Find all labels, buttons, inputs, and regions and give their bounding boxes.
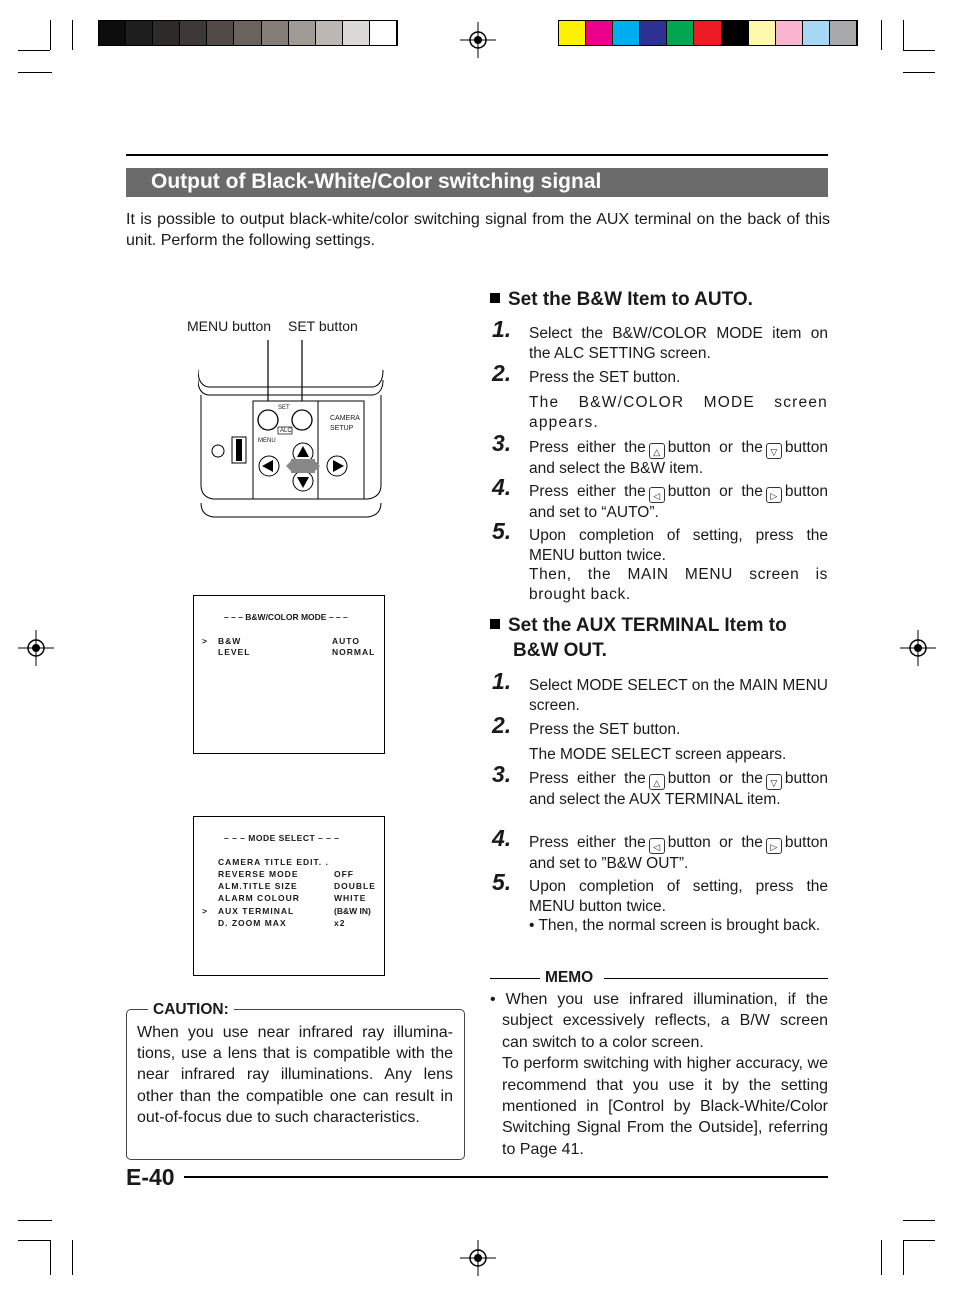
step-number: 1. xyxy=(492,668,512,694)
crop-mark xyxy=(903,20,904,50)
step-text: Upon completion of setting, press the MENU button twice. xyxy=(529,878,828,915)
left-arrow-icon: ◁ xyxy=(649,838,665,854)
cursor xyxy=(202,893,218,906)
grayscale-swatch xyxy=(370,21,397,45)
process-swatch xyxy=(586,21,613,45)
crop-mark xyxy=(903,1240,904,1275)
row-label: AUX TERMINAL xyxy=(218,906,295,916)
screen-title: – – – B&W/COLOR MODE – – – xyxy=(224,612,348,622)
screen-title: – – – MODE SELECT – – – xyxy=(224,833,340,843)
row-value: (B&W IN) xyxy=(334,906,371,916)
registration-mark-icon xyxy=(900,630,936,666)
process-swatch xyxy=(559,21,586,45)
step-text: Upon completion of setting, press the MENU button twice. xyxy=(529,527,828,564)
crop-mark xyxy=(50,20,51,50)
registration-mark-icon xyxy=(460,1240,496,1276)
cursor: > xyxy=(202,906,208,916)
crop-mark xyxy=(72,20,73,50)
row-value: OFF xyxy=(334,869,354,879)
memo-paragraph-2: To perform switching with higher accuracy, we recommend that you use it by the setting mentioned in [Control by Black-White/Color Switching Signal From the Outside], referring to Page 41. xyxy=(502,1055,828,1158)
process-swatch xyxy=(803,21,830,45)
intro-paragraph: It is possible to output black-white/color switching signal from the AUX terminal on the back of this unit. Perform the following settings. xyxy=(126,211,830,249)
step-text-post: button and set to ”B&W OUT”. xyxy=(529,834,828,872)
process-swatch xyxy=(667,21,694,45)
panel-camera-setup: CAMERA SETUP xyxy=(330,415,360,432)
step-text xyxy=(529,438,828,479)
up-arrow-icon: △ xyxy=(649,774,665,790)
step-text xyxy=(529,833,828,874)
step-text-pre: Press either the xyxy=(529,834,646,851)
row-value: AUTO xyxy=(332,636,360,646)
registration-mark-icon xyxy=(460,22,496,58)
page-number: E-40 xyxy=(126,1164,175,1190)
down-arrow-icon: ▽ xyxy=(766,443,782,459)
grayscale-swatch xyxy=(153,21,180,45)
set-button-label: SET button xyxy=(288,318,358,334)
crop-mark xyxy=(903,1220,935,1221)
step-text-pre: Press either the xyxy=(529,770,646,787)
step-extra-text: Then, the MAIN MENU screen is brought back. xyxy=(529,566,828,603)
step-text-pre: Press either the xyxy=(529,483,646,500)
registration-mark-icon xyxy=(18,630,54,666)
grayscale-color-bar xyxy=(98,20,398,46)
section-top-rule xyxy=(126,154,828,156)
step-text: Select the B&W/COLOR MODE item on the ALC SETTING screen. xyxy=(529,325,828,362)
row-value: WHITE xyxy=(334,893,367,903)
bullet-square-icon xyxy=(490,619,500,629)
row-label: B&W xyxy=(218,636,242,646)
process-swatch xyxy=(694,21,721,45)
panel-small-set: SET xyxy=(278,405,290,411)
screen-rows xyxy=(202,636,380,658)
process-swatch xyxy=(749,21,776,45)
caution-text: When you use near infrared ray illumina-tions, use a lens that is compatible with the near infrared ray illuminations. Any lens other than the compatible one can result in out-of-focus due to such characteristics. xyxy=(137,1024,453,1126)
process-swatch xyxy=(722,21,749,45)
step-number: 4. xyxy=(492,825,512,851)
panel-small-alc: ALC xyxy=(280,428,292,434)
step-text: Select MODE SELECT on the MAIN MENU screen. xyxy=(529,677,828,714)
grayscale-swatch xyxy=(316,21,343,45)
step-number: 5. xyxy=(492,518,512,544)
grayscale-swatch xyxy=(99,21,126,45)
step-text-mid: button or the xyxy=(667,834,763,851)
row-label: LEVEL xyxy=(218,647,251,657)
section1-heading xyxy=(490,287,753,313)
grayscale-swatch xyxy=(262,21,289,45)
crop-mark xyxy=(18,72,52,73)
screen-row xyxy=(202,857,380,869)
screen-row xyxy=(202,893,380,906)
step-text-post: button and select the AUX TERMINAL item. xyxy=(529,770,828,808)
row-label: ALARM COLOUR xyxy=(218,893,300,903)
step-number: 5. xyxy=(492,869,512,895)
screen-row xyxy=(202,918,380,930)
process-swatch xyxy=(613,21,640,45)
process-swatch xyxy=(640,21,667,45)
step-number: 3. xyxy=(492,430,512,456)
grayscale-swatch xyxy=(234,21,261,45)
up-arrow-icon: △ xyxy=(649,443,665,459)
right-arrow-icon: ▷ xyxy=(766,487,782,503)
process-swatch xyxy=(830,21,857,45)
row-label: CAMERA TITLE EDIT. . xyxy=(218,857,329,867)
panel-small-menu: MENU xyxy=(258,438,276,444)
bw-color-mode-screen xyxy=(193,595,385,754)
process-swatch xyxy=(776,21,803,45)
cursor xyxy=(202,869,218,881)
step-text-pre: Press either the xyxy=(529,439,646,456)
row-value: x2 xyxy=(334,918,346,928)
grayscale-swatch xyxy=(180,21,207,45)
step-text-mid: button or the xyxy=(667,770,763,787)
memo-paragraph-1: • When you use infrared illumination, if the subject excessively reflects, a B/W screen can switch to a color screen. xyxy=(490,991,828,1051)
row-label: ALM.TITLE SIZE xyxy=(218,881,298,891)
crop-mark xyxy=(903,1240,935,1241)
process-color-bar xyxy=(558,20,858,46)
memo-rule-right xyxy=(604,978,828,979)
page-title: Output of Black-White/Color switching signal xyxy=(151,170,602,193)
step-extra-text: The B&W/COLOR MODE screen appears. xyxy=(529,394,828,431)
crop-mark xyxy=(50,1240,51,1275)
bullet-square-icon xyxy=(490,293,500,303)
step-text-mid: button or the xyxy=(667,439,763,456)
crop-mark xyxy=(881,1240,882,1275)
crop-mark xyxy=(881,20,882,50)
step-extra-text: • Then, the normal screen is brought back. xyxy=(529,917,821,934)
row-label: REVERSE MODE xyxy=(218,869,299,879)
row-label: D. ZOOM MAX xyxy=(218,918,287,928)
screen-rows xyxy=(202,857,380,930)
screen-row xyxy=(202,647,380,658)
cursor: > xyxy=(202,636,208,646)
screen-row xyxy=(202,636,380,647)
section2-heading-line2: B&W OUT. xyxy=(513,640,607,661)
crop-mark xyxy=(18,1240,50,1241)
grayscale-swatch xyxy=(343,21,370,45)
screen-row xyxy=(202,906,380,918)
grayscale-swatch xyxy=(207,21,234,45)
grayscale-swatch xyxy=(289,21,316,45)
screen-row xyxy=(202,881,380,893)
left-arrow-icon: ◁ xyxy=(649,487,665,503)
row-value: DOUBLE xyxy=(334,881,376,891)
crop-mark xyxy=(903,50,935,51)
right-arrow-icon: ▷ xyxy=(766,838,782,854)
step-text-post: button and set to “AUTO”. xyxy=(529,483,828,521)
section1-heading-text: Set the B&W Item to AUTO. xyxy=(508,289,753,310)
step-extra-text: The MODE SELECT screen appears. xyxy=(529,746,787,763)
cursor xyxy=(202,647,218,658)
section2-heading-text: Set the AUX TERMINAL Item to xyxy=(508,615,787,636)
step-text-mid: button or the xyxy=(667,483,763,500)
title-bar xyxy=(126,168,828,197)
cursor xyxy=(202,918,218,930)
down-arrow-icon: ▽ xyxy=(766,774,782,790)
memo-text xyxy=(490,989,828,1160)
step-text: Press the SET button. xyxy=(529,369,681,386)
memo-rule-left xyxy=(490,978,540,979)
step-number: 2. xyxy=(492,712,512,738)
step-text xyxy=(529,482,828,523)
step-number: 1. xyxy=(492,316,512,342)
grayscale-swatch xyxy=(126,21,153,45)
caution-label: CAUTION: xyxy=(148,1001,234,1019)
crop-mark xyxy=(18,50,50,51)
screen-row xyxy=(202,869,380,881)
row-value: NORMAL xyxy=(332,647,376,657)
step-text-post: button and select the B&W item. xyxy=(529,439,828,477)
step-text: Press the SET button. xyxy=(529,721,681,738)
crop-mark xyxy=(18,1220,52,1221)
menu-button-label: MENU button xyxy=(187,318,272,334)
section2-heading xyxy=(490,613,787,639)
crop-mark xyxy=(72,1240,73,1275)
step-number: 4. xyxy=(492,474,512,500)
crop-mark xyxy=(903,72,935,73)
cursor xyxy=(202,881,218,893)
step-number: 2. xyxy=(492,360,512,386)
step-text xyxy=(529,769,828,810)
cursor xyxy=(202,857,218,869)
footer-rule xyxy=(184,1176,828,1178)
memo-label: MEMO xyxy=(545,969,594,986)
mode-select-screen xyxy=(193,816,385,976)
step-number: 3. xyxy=(492,761,512,787)
